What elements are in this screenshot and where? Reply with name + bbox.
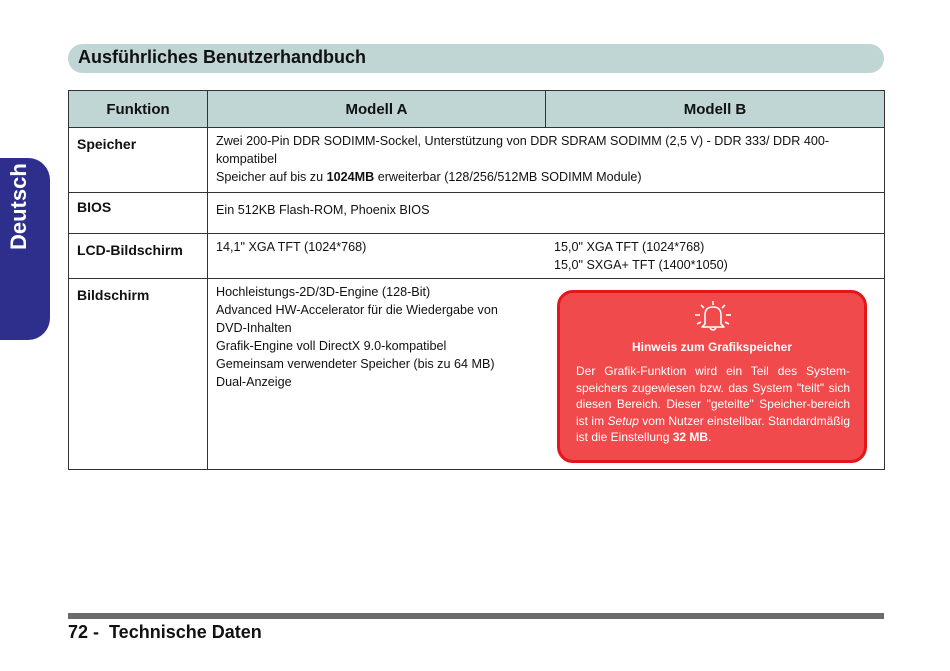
note-body-text: . (708, 430, 712, 444)
note-default-value: 32 MB (672, 430, 709, 444)
spec-table (68, 90, 885, 470)
memory-line-2-prefix: Speicher auf bis zu (216, 170, 327, 184)
footer-rule (68, 613, 884, 619)
bios-value: Ein 512KB Flash-ROM, Phoenix BIOS (208, 193, 885, 234)
column-header-function: Funktion (69, 91, 208, 128)
row-label-lcd: LCD-Bildschirm (69, 234, 208, 279)
lcd-model-b (554, 238, 874, 274)
table-row-lcd (69, 234, 885, 279)
memory-line-2 (216, 168, 876, 186)
memory-line-2-suffix: erweiterbar (128/256/512MB SODIMM Module) (374, 170, 642, 184)
table-row-memory (69, 128, 885, 193)
column-header-model-a: Modell A (208, 91, 546, 128)
note-body-text: Der Grafik-Funktion wird ein Teil des System-speichers zugewiesen bzw. das System "teilt" sich diesen Bereich. Dieser "geteilte" Speicher-bereich ist im (576, 364, 850, 428)
graphics-memory-note (557, 290, 867, 463)
list-item: Dual-Anzeige (216, 375, 292, 389)
note-body-text: vom Nutzer einstellbar. Standardmäßig ist die Einstellung (576, 413, 850, 444)
note-title: Hinweis zum Grafikspeicher (631, 340, 793, 354)
table-row-display (69, 279, 885, 470)
table-header-row (69, 91, 885, 128)
note-body (576, 363, 850, 446)
row-label-bios: BIOS (69, 193, 208, 234)
list-item: Advanced HW-Accelerator für die Wiedergabe von DVD-Inhalten (216, 303, 498, 335)
row-label-memory: Speicher (69, 128, 208, 193)
list-item: Hochleistungs-2D/3D-Engine (128-Bit) (216, 285, 431, 299)
display-value (208, 279, 885, 470)
lcd-model-a-line: 14,1" XGA TFT (1024*768) (216, 240, 367, 254)
memory-max-value: 1024MB (326, 170, 375, 184)
alert-bell-icon (693, 300, 733, 334)
table-row-bios (69, 193, 885, 234)
display-feature-list (216, 283, 532, 391)
list-item: Gemeinsam verwendeter Speicher (bis zu 64 MB) (216, 357, 495, 371)
memory-line-1: Zwei 200-Pin DDR SODIMM-Sockel, Unterstützung von DDR SDRAM SODIMM (2,5 V) - DDR 333/ DDR 400-kompatibel (216, 134, 830, 166)
column-header-model-b: Modell B (546, 91, 885, 128)
memory-value (208, 128, 885, 193)
row-label-display: Bildschirm (69, 279, 208, 470)
note-setup-term: Setup (607, 413, 639, 428)
list-item: Grafik-Engine voll DirectX 9.0-kompatibel (216, 339, 447, 353)
language-tab-label: Deutsch (6, 163, 31, 250)
lcd-model-b-line: 15,0" SXGA+ TFT (1400*1050) (554, 258, 728, 272)
lcd-model-b-line: 15,0" XGA TFT (1024*768) (554, 240, 705, 254)
page-title: Ausführliches Benutzerhandbuch (78, 47, 367, 67)
language-tab[interactable] (0, 158, 50, 340)
header-bar (68, 44, 884, 73)
lcd-value (208, 234, 885, 279)
lcd-model-a (216, 238, 536, 256)
footer-page-label: 72 - Technische Daten (68, 622, 262, 642)
